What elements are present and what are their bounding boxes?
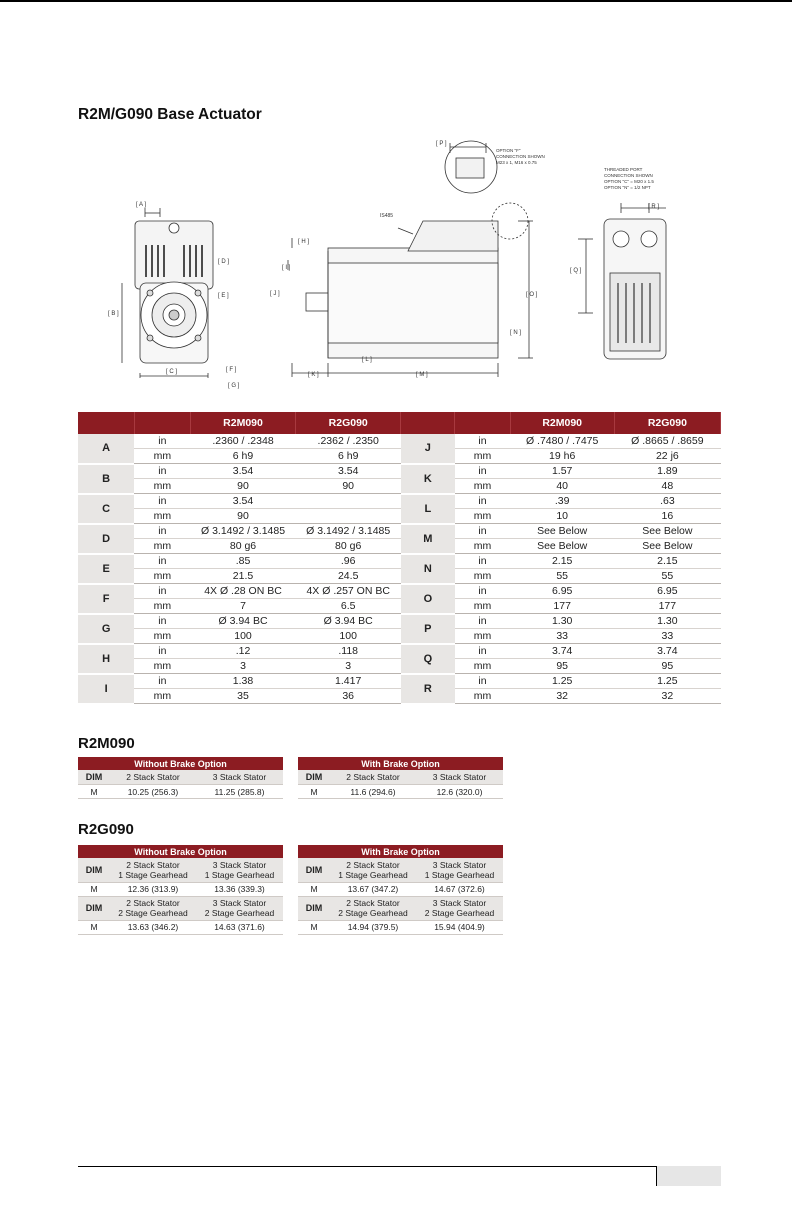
table-row bbox=[78, 539, 721, 554]
label-p: [ P ] bbox=[436, 141, 447, 147]
value-cell: Ø 3.94 BC bbox=[190, 614, 295, 629]
dimension-letter: H bbox=[78, 644, 134, 674]
value-cell: 6.95 bbox=[510, 584, 614, 599]
unit-cell: in bbox=[134, 584, 190, 599]
unit-cell: in bbox=[134, 674, 190, 689]
value-cell: 4X Ø .257 ON BC bbox=[296, 584, 401, 599]
col-r2m090-left: R2M090 bbox=[190, 412, 295, 434]
unit-cell: mm bbox=[455, 479, 510, 494]
r2m-with-brake-table bbox=[298, 757, 503, 799]
table-caption: With Brake Option bbox=[298, 757, 503, 770]
table-row bbox=[78, 920, 283, 934]
note-t-1: THREADED PORT bbox=[604, 167, 643, 172]
dimension-letter: P bbox=[401, 614, 455, 644]
table-row bbox=[298, 920, 503, 934]
dimension-letter: L bbox=[401, 494, 455, 524]
value-cell: 90 bbox=[296, 479, 401, 494]
unit-cell: mm bbox=[134, 599, 190, 614]
col-r2g090-left: R2G090 bbox=[296, 412, 401, 434]
value-cell: 177 bbox=[614, 599, 720, 614]
value-cell: See Below bbox=[510, 524, 614, 539]
note-f-2: CONNECTION SHOWN bbox=[496, 154, 545, 159]
value-cell: 90 bbox=[190, 509, 295, 524]
value-cell: 33 bbox=[510, 629, 614, 644]
value-cell: 32 bbox=[510, 689, 614, 704]
unit-cell: in bbox=[134, 554, 190, 569]
label-o: [ O ] bbox=[526, 292, 538, 298]
table-header-row bbox=[78, 412, 721, 434]
row-value: 13.67 (347.2) bbox=[330, 882, 416, 896]
side-view bbox=[288, 203, 533, 377]
label-l: [ L ] bbox=[362, 357, 372, 363]
row-value: 14.94 (379.5) bbox=[330, 920, 416, 934]
r2g-without-brake-table bbox=[78, 845, 283, 935]
row-dim: M bbox=[78, 785, 110, 799]
row-dim: M bbox=[298, 882, 330, 896]
value-cell: Ø .7480 / .7475 bbox=[510, 434, 614, 449]
dim-header: DIM bbox=[298, 858, 330, 882]
dimension-letter: E bbox=[78, 554, 134, 584]
label-j: [ J ] bbox=[270, 291, 280, 297]
dim-header: DIM bbox=[78, 858, 110, 882]
value-cell: .85 bbox=[190, 554, 295, 569]
dimension-drawing bbox=[78, 133, 714, 398]
header-line: 2 Stack Stator bbox=[346, 898, 400, 908]
detail-view bbox=[445, 141, 497, 193]
row-dim: M bbox=[298, 785, 330, 799]
dimension-letter: N bbox=[401, 554, 455, 584]
header-line: 2 Stack Stator bbox=[126, 859, 180, 870]
table-row bbox=[298, 785, 503, 799]
col-3-stack: 3 Stack Stator bbox=[196, 770, 283, 785]
col-3-stack-2-stage bbox=[416, 896, 503, 920]
note-t-2: CONNECTION SHOWN bbox=[604, 173, 653, 178]
label-m: [ M ] bbox=[416, 372, 428, 378]
header-line: 3 Stack Stator bbox=[432, 859, 487, 870]
dimension-letter: M bbox=[401, 524, 455, 554]
value-cell: 35 bbox=[190, 689, 295, 704]
table-row bbox=[78, 509, 721, 524]
r2g-heading: R2G090 bbox=[78, 821, 134, 838]
row-value: 13.36 (339.3) bbox=[196, 882, 283, 896]
row-dim: M bbox=[298, 920, 330, 934]
row-value: 15.94 (404.9) bbox=[416, 920, 503, 934]
row-value: 12.6 (320.0) bbox=[416, 785, 503, 799]
value-cell: 3.74 bbox=[510, 644, 614, 659]
value-cell: 16 bbox=[614, 509, 720, 524]
dim-header: DIM bbox=[298, 896, 330, 920]
value-cell: 1.89 bbox=[614, 464, 720, 479]
unit-cell: mm bbox=[134, 449, 190, 464]
unit-cell: mm bbox=[134, 629, 190, 644]
value-cell: 1.38 bbox=[190, 674, 295, 689]
value-cell: 95 bbox=[510, 659, 614, 674]
dimension-letter: I bbox=[78, 674, 134, 704]
table-row bbox=[78, 629, 721, 644]
col-2-stack: 2 Stack Stator bbox=[330, 770, 416, 785]
table-row bbox=[78, 644, 721, 659]
value-cell: 1.417 bbox=[296, 674, 401, 689]
value-cell: 6 h9 bbox=[190, 449, 295, 464]
unit-cell: in bbox=[134, 494, 190, 509]
col-2-stack-2-stage bbox=[110, 896, 196, 920]
page-number-box bbox=[656, 1166, 721, 1186]
unit-cell: in bbox=[134, 524, 190, 539]
unit-cell: in bbox=[455, 614, 510, 629]
value-cell: 3.74 bbox=[614, 644, 720, 659]
row-value: 14.67 (372.6) bbox=[416, 882, 503, 896]
table-row bbox=[78, 524, 721, 539]
table-row bbox=[78, 689, 721, 704]
unit-cell: mm bbox=[455, 599, 510, 614]
value-cell: 10 bbox=[510, 509, 614, 524]
value-cell: 1.25 bbox=[614, 674, 720, 689]
unit-cell: in bbox=[134, 464, 190, 479]
value-cell: .2360 / .2348 bbox=[190, 434, 295, 449]
dimension-letter: B bbox=[78, 464, 134, 494]
r2g-with-brake-table bbox=[298, 845, 503, 935]
value-cell: 33 bbox=[614, 629, 720, 644]
unit-cell: in bbox=[455, 644, 510, 659]
value-cell: 21.5 bbox=[190, 569, 295, 584]
header-line: 2 Stage Gearhead bbox=[204, 908, 275, 918]
value-cell: 7 bbox=[190, 599, 295, 614]
value-cell: .63 bbox=[614, 494, 720, 509]
value-cell: 90 bbox=[190, 479, 295, 494]
dimension-letter: F bbox=[78, 584, 134, 614]
value-cell: 6.5 bbox=[296, 599, 401, 614]
row-dim: M bbox=[78, 920, 110, 934]
header-line: 1 Stage Gearhead bbox=[118, 869, 188, 880]
unit-cell: in bbox=[455, 434, 510, 449]
r2m-without-brake-table bbox=[78, 757, 283, 799]
note-f-3: M23 x 1, M16 x 0.75 bbox=[496, 160, 537, 165]
value-cell: 80 g6 bbox=[296, 539, 401, 554]
unit-cell: in bbox=[455, 464, 510, 479]
value-cell: 3 bbox=[190, 659, 295, 674]
value-cell: Ø .8665 / .8659 bbox=[614, 434, 720, 449]
value-cell: .2362 / .2350 bbox=[296, 434, 401, 449]
dimension-letter: Q bbox=[401, 644, 455, 674]
unit-cell: in bbox=[134, 644, 190, 659]
note-t-3: OPTION "C" = M20 x 1.5 bbox=[604, 179, 654, 184]
unit-cell: mm bbox=[134, 569, 190, 584]
value-cell: 6 h9 bbox=[296, 449, 401, 464]
front-view bbox=[122, 208, 213, 378]
label-q: [ Q ] bbox=[570, 268, 582, 274]
value-cell: 1.30 bbox=[510, 614, 614, 629]
table-caption: Without Brake Option bbox=[78, 757, 283, 770]
value-cell: 24.5 bbox=[296, 569, 401, 584]
table-row bbox=[298, 882, 503, 896]
header-line: 1 Stage Gearhead bbox=[204, 869, 275, 880]
table-row bbox=[78, 494, 721, 509]
value-cell: 22 j6 bbox=[614, 449, 720, 464]
rear-view bbox=[578, 203, 666, 359]
dimension-letter: R bbox=[401, 674, 455, 704]
unit-cell: mm bbox=[455, 539, 510, 554]
table-row bbox=[78, 554, 721, 569]
col-2-stack: 2 Stack Stator bbox=[110, 770, 196, 785]
label-h: [ H ] bbox=[298, 239, 310, 245]
value-cell: See Below bbox=[614, 539, 720, 554]
value-cell: 19 h6 bbox=[510, 449, 614, 464]
dimension-letter: J bbox=[401, 434, 455, 464]
table-row bbox=[78, 449, 721, 464]
row-value: 13.63 (346.2) bbox=[110, 920, 196, 934]
label-i: [ I ] bbox=[282, 265, 291, 271]
header-line: 1 Stage Gearhead bbox=[424, 869, 495, 880]
value-cell: 6.95 bbox=[614, 584, 720, 599]
unit-cell: mm bbox=[455, 629, 510, 644]
note-t-4: OPTION "N" = 1/2 NPT bbox=[604, 185, 651, 190]
table-row bbox=[78, 614, 721, 629]
row-value: 11.6 (294.6) bbox=[330, 785, 416, 799]
value-cell: Ø 3.1492 / 3.1485 bbox=[296, 524, 401, 539]
col-3-stack-1-stage bbox=[416, 858, 503, 882]
unit-cell: mm bbox=[134, 509, 190, 524]
table-row bbox=[78, 464, 721, 479]
dim-header: DIM bbox=[78, 770, 110, 785]
value-cell: 36 bbox=[296, 689, 401, 704]
dimension-letter: K bbox=[401, 464, 455, 494]
value-cell: See Below bbox=[614, 524, 720, 539]
dimension-letter: D bbox=[78, 524, 134, 554]
header-line: 2 Stack Stator bbox=[126, 898, 180, 908]
row-value: 11.25 (285.8) bbox=[196, 785, 283, 799]
note-f-1: OPTION "F" bbox=[496, 148, 521, 153]
value-cell: .39 bbox=[510, 494, 614, 509]
value-cell: 48 bbox=[614, 479, 720, 494]
col-2-stack-2-stage bbox=[330, 896, 416, 920]
value-cell: 80 g6 bbox=[190, 539, 295, 554]
value-cell: .12 bbox=[190, 644, 295, 659]
row-value: 10.25 (256.3) bbox=[110, 785, 196, 799]
header-line: 2 Stage Gearhead bbox=[424, 908, 495, 918]
page-title: R2M/G090 Base Actuator bbox=[78, 106, 262, 123]
label-e: [ E ] bbox=[218, 293, 229, 299]
value-cell: 1.57 bbox=[510, 464, 614, 479]
table-row bbox=[78, 479, 721, 494]
table-row bbox=[78, 584, 721, 599]
label-k: [ K ] bbox=[308, 372, 319, 378]
unit-cell: mm bbox=[134, 479, 190, 494]
table-row bbox=[78, 599, 721, 614]
unit-cell: mm bbox=[134, 659, 190, 674]
col-2-stack-1-stage bbox=[330, 858, 416, 882]
value-cell: 3.54 bbox=[190, 464, 295, 479]
table-row bbox=[78, 785, 283, 799]
label-a: [ A ] bbox=[136, 202, 147, 208]
value-cell: 2.15 bbox=[614, 554, 720, 569]
row-value: 14.63 (371.6) bbox=[196, 920, 283, 934]
value-cell: Ø 3.1492 / 3.1485 bbox=[190, 524, 295, 539]
dimension-letter: G bbox=[78, 614, 134, 644]
value-cell: 177 bbox=[510, 599, 614, 614]
top-border bbox=[0, 0, 792, 2]
table-row bbox=[78, 569, 721, 584]
col-3-stack-1-stage bbox=[196, 858, 283, 882]
col-r2m090-right: R2M090 bbox=[510, 412, 614, 434]
unit-cell: in bbox=[134, 614, 190, 629]
header-line: 3 Stack Stator bbox=[432, 898, 487, 908]
r2m-heading: R2M090 bbox=[78, 735, 135, 752]
unit-cell: in bbox=[455, 494, 510, 509]
value-cell: 95 bbox=[614, 659, 720, 674]
dimension-table bbox=[78, 412, 721, 705]
dimension-letter: C bbox=[78, 494, 134, 524]
unit-cell: in bbox=[134, 434, 190, 449]
value-cell: See Below bbox=[510, 539, 614, 554]
table-caption: Without Brake Option bbox=[78, 845, 283, 858]
value-cell: 3 bbox=[296, 659, 401, 674]
value-cell bbox=[296, 494, 401, 509]
unit-cell: mm bbox=[455, 689, 510, 704]
col-3-stack-2-stage bbox=[196, 896, 283, 920]
label-f: [ F ] bbox=[226, 367, 237, 373]
value-cell: 1.25 bbox=[510, 674, 614, 689]
unit-cell: mm bbox=[455, 659, 510, 674]
unit-cell: in bbox=[455, 584, 510, 599]
table-row bbox=[78, 659, 721, 674]
unit-cell: mm bbox=[455, 509, 510, 524]
value-cell: 32 bbox=[614, 689, 720, 704]
table-caption: With Brake Option bbox=[298, 845, 503, 858]
label-d: [ D ] bbox=[218, 259, 230, 265]
dimension-letter: O bbox=[401, 584, 455, 614]
header-line: 2 Stage Gearhead bbox=[338, 908, 408, 918]
value-cell: 1.30 bbox=[614, 614, 720, 629]
unit-cell: in bbox=[455, 674, 510, 689]
footer-rule bbox=[78, 1166, 720, 1167]
value-cell: Ø 3.94 BC bbox=[296, 614, 401, 629]
value-cell: 100 bbox=[190, 629, 295, 644]
unit-cell: mm bbox=[455, 449, 510, 464]
label-c: [ C ] bbox=[166, 369, 178, 375]
header-line: 2 Stack Stator bbox=[346, 859, 400, 870]
header-line: 3 Stack Stator bbox=[212, 859, 267, 870]
value-cell: .96 bbox=[296, 554, 401, 569]
value-cell bbox=[296, 509, 401, 524]
table-row bbox=[78, 882, 283, 896]
row-value: 12.36 (313.9) bbox=[110, 882, 196, 896]
table-row bbox=[78, 434, 721, 449]
row-dim: M bbox=[78, 882, 110, 896]
table-row bbox=[78, 674, 721, 689]
value-cell: 100 bbox=[296, 629, 401, 644]
dimension-letter: A bbox=[78, 434, 134, 464]
header-line: 3 Stack Stator bbox=[212, 898, 267, 908]
col-3-stack: 3 Stack Stator bbox=[416, 770, 503, 785]
unit-cell: mm bbox=[134, 689, 190, 704]
dimension-table-body bbox=[78, 434, 721, 704]
tag-label: IS485 bbox=[380, 213, 394, 219]
value-cell: 4X Ø .28 ON BC bbox=[190, 584, 295, 599]
label-g: [ G ] bbox=[228, 383, 240, 389]
value-cell: 55 bbox=[510, 569, 614, 584]
value-cell: 55 bbox=[614, 569, 720, 584]
value-cell: 40 bbox=[510, 479, 614, 494]
label-b: [ B ] bbox=[108, 311, 119, 317]
value-cell: 3.54 bbox=[296, 464, 401, 479]
unit-cell: in bbox=[455, 554, 510, 569]
label-n: [ N ] bbox=[510, 330, 522, 336]
dim-header: DIM bbox=[78, 896, 110, 920]
dim-header: DIM bbox=[298, 770, 330, 785]
unit-cell: mm bbox=[455, 569, 510, 584]
value-cell: 3.54 bbox=[190, 494, 295, 509]
col-r2g090-right: R2G090 bbox=[614, 412, 720, 434]
unit-cell: mm bbox=[134, 539, 190, 554]
col-2-stack-1-stage bbox=[110, 858, 196, 882]
unit-cell: in bbox=[455, 524, 510, 539]
header-line: 2 Stage Gearhead bbox=[118, 908, 188, 918]
header-line: 1 Stage Gearhead bbox=[338, 869, 408, 880]
label-r: [ R ] bbox=[648, 204, 660, 210]
value-cell: 2.15 bbox=[510, 554, 614, 569]
value-cell: .118 bbox=[296, 644, 401, 659]
